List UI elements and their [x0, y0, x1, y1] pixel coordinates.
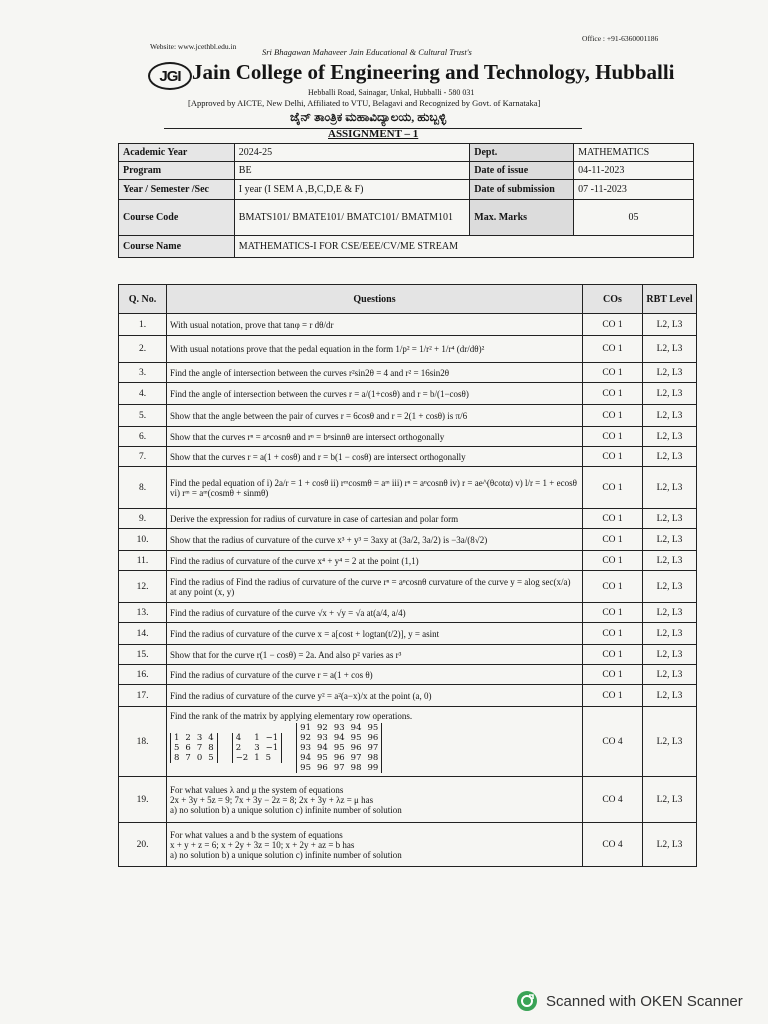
course-name-label: Course Name [119, 236, 235, 258]
question-text-cell [167, 603, 583, 623]
course-outcome: CO 1 [583, 336, 643, 363]
year-label: Year / Semester /Sec [119, 180, 235, 200]
question-number: 15. [119, 645, 167, 665]
question-number: 8. [119, 467, 167, 509]
matrix-cell: −1 [265, 742, 279, 753]
question-number: 1. [119, 314, 167, 336]
rbt-level: L2, L3 [643, 551, 697, 571]
max-marks-value: 05 [574, 200, 694, 236]
college-logo: JGI [148, 62, 192, 90]
matrix-cell: 97 [333, 762, 345, 773]
question-text-cell [167, 336, 583, 363]
question-number: 2. [119, 336, 167, 363]
matrix-cell: 97 [367, 742, 379, 753]
assignment-title: ASSIGNMENT – 1 [328, 128, 419, 140]
program-label: Program [119, 162, 235, 180]
matrix-cell: 6 [185, 742, 191, 753]
question-text: Show that the radius of curvature of the curve x³ + y³ = 3axy at (3a/2, 3a/2) is −3a/(8√2) [170, 534, 488, 545]
rbt-level: L2, L3 [643, 383, 697, 405]
question-row [119, 777, 697, 823]
question-text: With usual notation, prove that tanφ = r dθ/dr [170, 319, 334, 330]
rbt-level: L2, L3 [643, 363, 697, 383]
matrix-cell: 99 [367, 762, 379, 773]
question-text-cell [167, 405, 583, 427]
matrix-cell: 94 [300, 752, 311, 763]
question-text: Find the angle of intersection between the curves r = a/(1+cosθ) and r = b/(1−cosθ) [170, 388, 469, 399]
rbt-level: L2, L3 [643, 603, 697, 623]
matrix-cell: −1 [265, 732, 279, 743]
question-text-cell [167, 551, 583, 571]
rbt-level: L2, L3 [643, 685, 697, 707]
question-text: Find the radius of curvature of the curve √x + √y = √a at(a/4, a/4) [170, 607, 406, 618]
course-outcome: CO 1 [583, 509, 643, 529]
dept-value: MATHEMATICS [574, 144, 694, 162]
question-row [119, 707, 697, 777]
question-number: 10. [119, 529, 167, 551]
matrix-cell: 8 [208, 742, 214, 753]
issue-date-label: Date of issue [470, 162, 574, 180]
question-text-cell [167, 427, 583, 447]
question-text: Find the radius of Find the radius of curvature of the curve rⁿ = aⁿcosnθ curvature of the curve y = alog sec(x/a) at any point (x, y) [170, 576, 571, 597]
website: Website: www.jcethbl.edu.in [150, 42, 237, 51]
course-outcome: CO 1 [583, 383, 643, 405]
question-number: 19. [119, 777, 167, 823]
college-address: Hebballi Road, Sainagar, Unkal, Hubballi - 580 031 [308, 88, 475, 97]
college-name: Jain College of Engineering and Technology, Hubballi [192, 60, 675, 84]
rbt-level: L2, L3 [643, 467, 697, 509]
course-outcome: CO 4 [583, 777, 643, 823]
question-text: For what values λ and μ the system of equations [170, 784, 344, 795]
matrix-cell: 5 [174, 742, 180, 753]
rbt-header: RBT Level [643, 285, 697, 314]
matrix-cell: 1 [254, 732, 260, 743]
question-text: Find the pedal equation of i) 2a/r = 1 + cosθ ii) rᵐcosmθ = aᵐ iii) rⁿ = aⁿcosnθ iv) r = ae^(θcotα) v) l/r = 1 + ecosθ vi) rᵐ = aᵐ(cosmθ + sinmθ) [170, 477, 577, 498]
question-text: Find the radius of curvature of the curve y² = a²(a−x)/x at the point (a, 0) [170, 690, 432, 701]
question-text: Find the radius of curvature of the curve x = a[cost + logtan(t/2)], y = asint [170, 628, 440, 639]
matrix-cell: 93 [300, 742, 311, 753]
matrix-m3 [296, 723, 382, 773]
matrix-cell: 95 [300, 762, 311, 773]
question-text-cell [167, 314, 583, 336]
approval-note: [Approved by AICTE, New Delhi, Affiliated to VTU, Belagavi and Recognized by Govt. of Karnataka] [188, 98, 541, 108]
matrix-cell: 96 [317, 762, 328, 773]
question-text-cell [167, 685, 583, 707]
scanner-text: Scanned with OKEN Scanner [546, 992, 743, 1010]
college-name-kannada: ಜೈನ್ ತಾಂತ್ರಿಕ ಮಹಾವಿದ್ಯಾಲಯ, ಹುಬ್ಬಳ್ಳಿ [290, 110, 447, 124]
question-row [119, 447, 697, 467]
question-row [119, 823, 697, 867]
course-code-value: BMATS101/ BMATE101/ BMATC101/ BMATM101 [234, 200, 469, 236]
question-number: 14. [119, 623, 167, 645]
course-outcome: CO 1 [583, 571, 643, 603]
matrix-cell: 93 [333, 722, 345, 733]
question-text: Show that the curves rⁿ = aⁿcosnθ and rⁿ = bⁿsinnθ are intersect orthogonally [170, 431, 445, 442]
matrix-cell: 94 [333, 732, 345, 743]
question-row [119, 551, 697, 571]
course-outcome: CO 1 [583, 551, 643, 571]
academic-year-label: Academic Year [119, 144, 235, 162]
question-equations: x + y + z = 6; x + 2y + 3z = 10; x + 2y + az = b has [170, 839, 355, 850]
max-marks-label: Max. Marks [470, 200, 574, 236]
question-number: 12. [119, 571, 167, 603]
matrix-cell: 94 [350, 722, 362, 733]
question-text: Find the rank of the matrix by applying elementary row operations. [170, 710, 413, 721]
question-row [119, 665, 697, 685]
course-outcome: CO 1 [583, 529, 643, 551]
rbt-level: L2, L3 [643, 336, 697, 363]
matrix-cell: 2 [185, 732, 191, 743]
program-value: BE [234, 162, 469, 180]
question-text-cell [167, 447, 583, 467]
matrix-cell: 5 [208, 752, 214, 763]
question-number: 3. [119, 363, 167, 383]
question-text: With usual notations prove that the pedal equation in the form 1/p² = 1/r² + 1/r⁴ (dr/dθ)² [170, 344, 485, 354]
course-outcome: CO 1 [583, 603, 643, 623]
matrix-cell: 93 [317, 732, 328, 743]
question-number: 13. [119, 603, 167, 623]
qno-header: Q. No. [119, 285, 167, 314]
matrix-cell: 95 [367, 722, 379, 733]
rbt-level: L2, L3 [643, 623, 697, 645]
question-text-cell [167, 509, 583, 529]
rbt-level: L2, L3 [643, 314, 697, 336]
matrix-cell: 0 [196, 752, 203, 763]
questions-header: Questions [167, 285, 583, 314]
year-value: I year (I SEM A ,B,C,D,E & F) [234, 180, 469, 200]
question-equations: 2x + 3y + 5z = 9; 7x + 3y − 2z = 8; 2x + 3y + λz = μ has [170, 794, 374, 805]
matrix-cell: 1 [254, 752, 260, 763]
matrix-cell: 4 [235, 732, 242, 743]
course-info-table [118, 143, 694, 258]
matrix-cell: 95 [333, 742, 345, 753]
matrix-cell: 5 [265, 752, 272, 763]
matrix-cell: 92 [300, 732, 311, 743]
rbt-level: L2, L3 [643, 777, 697, 823]
rbt-level: L2, L3 [643, 405, 697, 427]
academic-year-value: 2024-25 [234, 144, 469, 162]
course-outcome: CO 1 [583, 467, 643, 509]
question-text-cell [167, 363, 583, 383]
question-options: a) no solution b) a unique solution c) infinite number of solution [170, 849, 402, 860]
matrix-cell: −2 [235, 752, 249, 763]
question-number: 16. [119, 665, 167, 685]
rbt-level: L2, L3 [643, 427, 697, 447]
question-text-cell [167, 529, 583, 551]
submission-date-label: Date of submission [470, 180, 574, 200]
matrices-group [170, 723, 579, 773]
question-text-cell [167, 623, 583, 645]
rbt-level: L2, L3 [643, 571, 697, 603]
question-text: Show that the angle between the pair of curves r = 6cosθ and r = 2(1 + cosθ) is π/6 [170, 410, 468, 421]
question-text-cell [167, 777, 583, 823]
matrix-cell: 98 [350, 762, 362, 773]
trust-name: Sri Bhagawan Mahaveer Jain Educational & Cultural Trust's [262, 47, 472, 57]
rbt-level: L2, L3 [643, 707, 697, 777]
rbt-level: L2, L3 [643, 509, 697, 529]
question-row [119, 509, 697, 529]
course-outcome: CO 1 [583, 314, 643, 336]
matrix-cell: 94 [317, 742, 328, 753]
rbt-level: L2, L3 [643, 529, 697, 551]
dept-label: Dept. [470, 144, 574, 162]
question-row [119, 467, 697, 509]
course-outcome: CO 1 [583, 665, 643, 685]
matrix-cell: 8 [174, 752, 180, 763]
matrix-m1 [170, 733, 218, 763]
course-outcome: CO 4 [583, 823, 643, 867]
question-number: 5. [119, 405, 167, 427]
question-text: For what values a and b the system of equations [170, 829, 343, 840]
course-outcome: CO 1 [583, 427, 643, 447]
office-phone: Office : +91-6360001186 [582, 34, 659, 43]
matrix-cell: 4 [208, 732, 214, 743]
course-outcome: CO 4 [583, 707, 643, 777]
matrix-cell: 91 [300, 722, 311, 733]
question-number: 9. [119, 509, 167, 529]
course-outcome: CO 1 [583, 685, 643, 707]
question-row [119, 314, 697, 336]
matrix-cell: 96 [350, 742, 362, 753]
question-text-cell [167, 665, 583, 685]
question-row [119, 645, 697, 665]
question-text: Show that for the curve r(1 − cosθ) = 2a. And also p² varies as r³ [170, 649, 402, 660]
question-text-cell [167, 467, 583, 509]
matrix-m2 [232, 733, 282, 763]
question-row [119, 427, 697, 447]
course-outcome: CO 1 [583, 623, 643, 645]
matrix-cell: 98 [367, 752, 379, 763]
question-row [119, 603, 697, 623]
issue-date-value: 04-11-2023 [574, 162, 694, 180]
matrix-cell: 95 [317, 752, 328, 763]
matrix-cell: 3 [196, 732, 203, 743]
question-row [119, 336, 697, 363]
question-number: 11. [119, 551, 167, 571]
question-number: 4. [119, 383, 167, 405]
questions-table [118, 284, 697, 867]
question-text-cell [167, 707, 583, 777]
matrix-cell: 7 [196, 742, 203, 753]
scanner-logo-icon [516, 990, 538, 1012]
matrix-cell: 3 [254, 742, 260, 753]
course-outcome: CO 1 [583, 405, 643, 427]
question-text-cell [167, 571, 583, 603]
course-code-label: Course Code [119, 200, 235, 236]
rbt-level: L2, L3 [643, 823, 697, 867]
course-name-value: MATHEMATICS-I FOR CSE/EEE/CV/ME STREAM [234, 236, 693, 258]
question-row [119, 383, 697, 405]
scanner-watermark [516, 990, 743, 1012]
course-outcome: CO 1 [583, 645, 643, 665]
matrix-cell: 2 [235, 742, 242, 753]
question-text-cell [167, 645, 583, 665]
question-row [119, 529, 697, 551]
submission-date-value: 07 -11-2023 [574, 180, 694, 200]
question-number: 6. [119, 427, 167, 447]
question-row [119, 363, 697, 383]
rbt-level: L2, L3 [643, 447, 697, 467]
question-row [119, 685, 697, 707]
question-number: 18. [119, 707, 167, 777]
question-text-cell [167, 823, 583, 867]
question-options: a) no solution b) a unique solution c) infinite number of solution [170, 804, 402, 815]
matrix-cell: 97 [350, 752, 362, 763]
question-number: 7. [119, 447, 167, 467]
matrix-cell: 92 [317, 722, 328, 733]
matrix-cell: 95 [350, 732, 362, 743]
cos-header: COs [583, 285, 643, 314]
course-outcome: CO 1 [583, 447, 643, 467]
question-text: Find the radius of curvature of the curve x⁴ + y⁴ = 2 at the point (1,1) [170, 555, 419, 566]
rbt-level: L2, L3 [643, 665, 697, 685]
question-text: Show that the curves r = a(1 + cosθ) and r = b(1 − cosθ) are intersect orthogonally [170, 451, 466, 462]
question-text: Find the angle of intersection between the curves r²sin2θ = 4 and r² = 16sin2θ [170, 367, 450, 378]
question-row [119, 623, 697, 645]
matrix-cell: 7 [185, 752, 191, 763]
question-row [119, 571, 697, 603]
matrix-cell: 96 [333, 752, 345, 763]
question-row [119, 405, 697, 427]
question-text-cell [167, 383, 583, 405]
matrix-cell: 96 [367, 732, 379, 743]
question-number: 20. [119, 823, 167, 867]
rbt-level: L2, L3 [643, 645, 697, 665]
course-outcome: CO 1 [583, 363, 643, 383]
question-text: Find the radius of curvature of the curve r = a(1 + cos θ) [170, 669, 373, 680]
matrix-cell: 1 [174, 732, 180, 743]
question-text: Derive the expression for radius of curvature in case of cartesian and polar form [170, 513, 459, 524]
question-number: 17. [119, 685, 167, 707]
